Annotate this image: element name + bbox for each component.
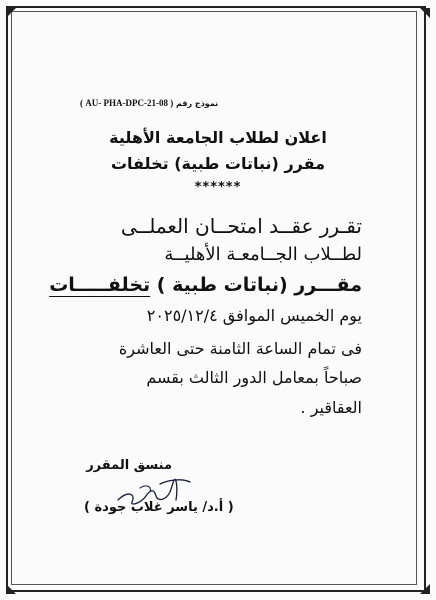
announcement-heading: اعلان لطلاب الجامعة الأهلية: [109, 128, 327, 147]
separator: ******: [194, 180, 242, 195]
corner-ornament: [6, 8, 16, 18]
announcement-course-line: [22, 274, 362, 296]
exam-location-line: العقاقير .: [300, 398, 362, 417]
course-name: مقـــرر (نباتات طبية ): [156, 274, 362, 296]
corner-ornament: [420, 8, 430, 18]
announcement-line: لطــلاب الجــامعـة الأهليــة: [164, 244, 362, 265]
course-heading: مقرر (نباتات طبية) تخلفات: [110, 154, 326, 173]
coordinator-name: ( أ.د/ ياسر غلاب جودة ): [84, 500, 234, 515]
exam-date-line: يوم الخميس الموافق ٢٠٢٥/١٢/٤: [146, 306, 362, 325]
exam-location-line: صباحاً بمعامل الدور الثالث بقسم: [146, 368, 362, 387]
course-emphasis: تخلفـــــات: [49, 274, 151, 296]
exam-time-line: فى تمام الساعة الثامنة حتى العاشرة: [118, 339, 362, 358]
form-number: [80, 98, 218, 108]
corner-ornament: [6, 584, 16, 594]
announcement-line: تقـرر عقــد امتحــان العملــى: [120, 214, 362, 238]
corner-ornament: [420, 584, 430, 594]
form-number-label: نموذج رقم: [176, 99, 219, 108]
form-number-code: ( AU- PHA-DPC-21-08 ): [80, 98, 174, 108]
coordinator-title: منسق المقرر: [86, 458, 172, 473]
